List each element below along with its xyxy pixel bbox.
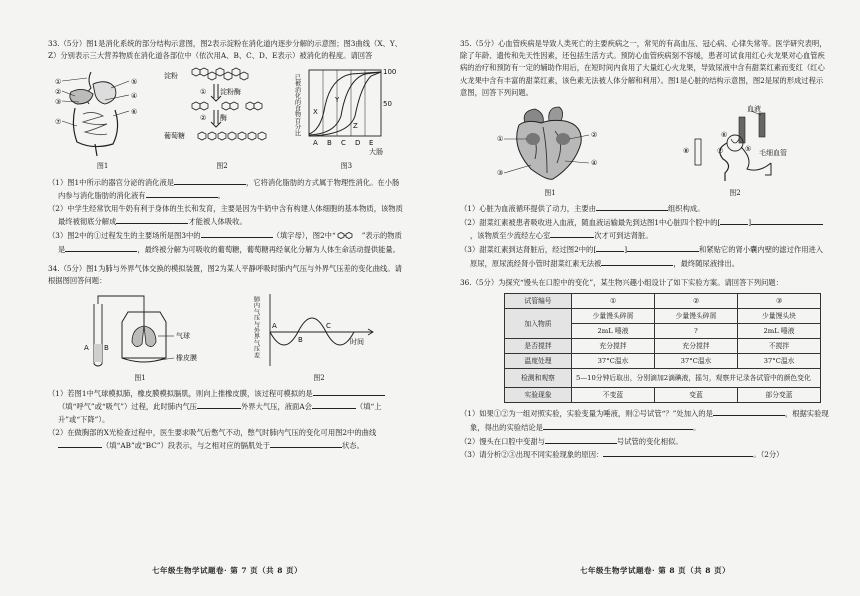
q35-sub2: （2）甜菜红素被患者吸收进入血液，随血液运输最先到达图1中心脏四个腔中的[ ]，该物质至少流经左心室 次才可到达肾脏。 [460, 216, 830, 243]
answer-blank[interactable] [65, 243, 137, 252]
q34-fig2 [254, 292, 384, 384]
fig2-point-a: A [272, 321, 277, 330]
table-cell: ③ [738, 294, 821, 309]
experiment-table [504, 293, 821, 403]
table-cell: 少量馒头碎屑 [572, 309, 655, 324]
table-cell: 不搅拌 [738, 339, 821, 354]
heart-label-3: ③ [497, 169, 504, 178]
answer-blank[interactable] [596, 202, 668, 211]
fig3-y50: 50 [383, 100, 393, 109]
question-33 [48, 38, 406, 256]
q33-sub3: （3）图2中的①过程发生的主要场所是图3中的 （填字母），图2中“ ”表示的物质是 ，最终被分解为可吸收的葡萄糖，葡萄糖再经氧化分解为人体生命活动提供能量。 [48, 230, 402, 254]
q35-fig1 [495, 103, 605, 199]
footer-left: 七年级生物学试题卷· 第 7 页（共 8 页） [152, 566, 303, 575]
table-row [505, 294, 821, 309]
urine-formation-diagram [675, 103, 795, 185]
q33-sub1: （1）图1中所示的器官分泌的消化液是 ，它将消化脂肪的方式属于物理性消化。在小肠内参与消化脂肪的消化液有 。 [48, 177, 400, 201]
table-cell: 实验现象 [505, 388, 572, 403]
q35-fig2-caption: 图2 [729, 189, 741, 198]
fig1-balloon-label: 气球 [176, 331, 190, 340]
table-cell: 少量馒头碎屑 [655, 309, 738, 324]
table-cell: 检测和观察 [505, 369, 572, 388]
answer-blank[interactable] [313, 387, 385, 396]
fig1-label-1: ① [54, 78, 61, 87]
q36-sub1: （1）如果①②为一组对照实验，实验变量为唾液，则②号试管“？”处加入的是 ，根据实验现象，得出的实验结论是 。 [460, 409, 829, 432]
answer-blank[interactable] [543, 421, 693, 430]
q34-fig1-caption: 图1 [134, 373, 146, 382]
fig1-label-a: A [84, 343, 89, 352]
answer-blank[interactable] [550, 229, 594, 238]
digestive-system-illustration [53, 66, 153, 158]
q33-fig1 [53, 66, 153, 172]
pressure-difference-curve [254, 292, 384, 370]
digestion-curve-graph [291, 66, 401, 158]
table-cell: 37°C温水 [572, 354, 655, 369]
table-cell: 37°C温水 [738, 354, 821, 369]
q33-fig2-caption: 图2 [216, 162, 228, 171]
table-row [505, 369, 821, 388]
lung-model-apparatus [70, 292, 210, 370]
fig2-xlabel: 时间 [350, 337, 364, 346]
q33-stem: 33.（5分）图1是消化系统的部分结构示意图，图2表示淀粉在消化道内逐步分解的示意图；图3曲线（X、Y、Z）分别表示三大营养物质在消化道各部位中（依次用A、B、C、D、E表示）被消化的程度。请回答 [48, 39, 402, 61]
q35-sub1: （1）心脏为血液循环提供了动力，主要由 组织构成。 [460, 204, 705, 214]
fig1-label-3: ③ [54, 98, 61, 107]
q36-sub3: （3）请分析②③出现不同实验现象的原因： 。（2分） [460, 450, 784, 460]
fig2-point-c: C [326, 321, 331, 330]
heart-label-2: ② [591, 131, 598, 140]
fig3-xtick-a: A [313, 139, 319, 148]
q33-fig3-caption: 图3 [340, 162, 353, 171]
fig3-xtick-b: B [327, 139, 333, 148]
heart-structure-illustration [495, 103, 605, 185]
answer-blank[interactable] [58, 439, 102, 448]
fig2-ylabel: 肺内气压与外界气压差 [252, 295, 260, 358]
page-8 [430, 0, 860, 596]
fig2-glucose-label: 葡萄糖 [163, 132, 185, 141]
answer-blank[interactable] [627, 243, 699, 252]
disaccharide-icon [336, 232, 362, 240]
answer-blank[interactable] [720, 216, 748, 225]
table-cell: 不变蓝 [572, 388, 655, 403]
answer-blank[interactable] [174, 176, 246, 185]
q35-sub3: （3）甜菜红素到达肾脏后，经过图2中的[ ] 和紧贴它的肾小囊内壁的滤过作用进入原尿，原尿流经肾小管时甜菜红素无法被 ，最终随尿液排出。 [460, 245, 824, 268]
q34-sub2: （2）在做胸部的X光检查过程中，医生要求吸气后憋气不动，憋气时肺内气压的变化可用图2中的曲线（填“AB”或“BC”）段表示，与之相对应的膈肌处于 状态。 [48, 427, 377, 451]
fig3-xtick-c: C [341, 139, 347, 148]
answer-blank[interactable] [751, 216, 823, 225]
fig2-point-b: B [298, 335, 303, 344]
q33-fig1-caption: 图1 [96, 162, 109, 171]
q34-fig1 [70, 292, 210, 384]
table-cell: 部分变蓝 [738, 388, 821, 403]
answer-blank[interactable] [201, 229, 273, 238]
table-cell: 2mL 唾液 [738, 324, 821, 339]
fig2-mark1: ① [199, 88, 207, 97]
question-36 [460, 277, 830, 462]
q33-sub2: （2）中学生经常饮用牛奶有利于身体的生长和发育，主要是因为牛奶中含有构建人体细胞的基本物质，该物质最终被彻底分解成 才能被人体吸收。 [48, 203, 403, 227]
fig3-curve-z: Z [353, 122, 359, 131]
table-row [505, 354, 821, 369]
table-row [505, 339, 821, 354]
answer-blank[interactable] [146, 189, 218, 198]
answer-blank[interactable] [270, 439, 342, 448]
answer-blank[interactable] [545, 435, 617, 444]
q36-sub2: （2）馒头在口腔中变甜与 号试管的变化相似。 [460, 436, 683, 446]
q35-fig2 [675, 103, 795, 199]
fig3-y100: 100 [383, 68, 397, 77]
fig2-blood-label: 血液 [747, 105, 761, 114]
q35-figures [460, 103, 830, 199]
heart-label-4: ④ [591, 159, 598, 168]
fig3-ylabel: 已被消化的食物百分比 [293, 74, 301, 137]
q36-stem: 36.（5分）为探究“馒头在口腔中的变化”，某生物兴趣小组设计了如下实验方案。请回答下列问题： [460, 278, 783, 288]
heart-label-1: ① [497, 135, 504, 144]
q33-fig2 [162, 66, 282, 172]
answer-blank[interactable] [312, 400, 356, 409]
fig3-xend: 大肠 [369, 148, 384, 157]
fig2-capillary-label: 毛细血管 [759, 149, 787, 158]
q35-fig1-caption: 图1 [544, 189, 556, 198]
footer-right: 七年级生物学试题卷· 第 8 页（共 8 页） [580, 566, 731, 575]
answer-blank[interactable] [713, 407, 785, 416]
table-cell: 5—10分钟后取出，分别滴加2滴碘液，摇匀，观察并记录各试管中的颜色变化 [572, 369, 821, 388]
q35-stem: 35.（5分）心血管疾病是导致人类死亡的主要疾病之一，常见的有高血压、冠心病、心律失常等。医学研究表明，除了年龄、遗传和先天性因素，还包括生活方式。预防心血管疾病刻不容缓，患者可试食用红心火龙果对心血管疾病的治疗和预防有一定的辅助作用后，在短时间内食用了大量红心火龙果，导致尿液中含有甜菜红素而变红（红心火龙果中含有丰富的甜菜红素，该色素无法被人体分解和利用）。图1是心脏的结构示意图，图2是尿的形成过程示意图，回答下列问题。 [460, 39, 827, 97]
fig3-xtick-e: E [369, 139, 374, 148]
fig1-label-7: ⑦ [54, 118, 61, 127]
kidney-label-7: ⑦ [717, 147, 724, 156]
answer-blank[interactable] [197, 400, 241, 409]
fig3-curve-x: X [313, 108, 319, 117]
table-cell: 充分搅拌 [572, 339, 655, 354]
table-cell: 37°C温水 [655, 354, 738, 369]
fig1-membrane-label: 橡皮膜 [176, 353, 197, 362]
fig3-xtick-d: D [355, 139, 361, 148]
kidney-label-6: ⑥ [721, 131, 728, 140]
q34-stem: 34.（5分）图1为肺与外界气体交换的模拟装置，图2为某人平静呼吸时肺内气压与外界气压差的变化曲线。请根据图回答问题： [48, 264, 402, 286]
q33-figures [48, 66, 406, 172]
table-cell: 变蓝 [655, 388, 738, 403]
q34-fig2-caption: 图2 [313, 373, 325, 382]
table-row [505, 388, 821, 403]
fig1-label-2: ② [54, 88, 61, 97]
kidney-label-8: ⑧ [683, 147, 690, 156]
fig1-label-5: ⑤ [130, 78, 137, 87]
table-cell: 温度处理 [505, 354, 572, 369]
table-cell: 2mL 唾液 [572, 324, 655, 339]
answer-blank[interactable] [116, 215, 188, 224]
kidney-label-5: ⑤ [745, 145, 752, 154]
q34-figures [48, 292, 406, 384]
answer-blank[interactable] [596, 243, 624, 252]
answer-blank[interactable] [601, 257, 673, 266]
fig2-mark2: ② [199, 114, 207, 123]
fig1-label-4: ④ [130, 92, 137, 101]
fig2-starch-label: 淀粉 [163, 72, 178, 81]
table-cell: 充分搅拌 [655, 339, 738, 354]
fig3-curve-y: Y [335, 96, 340, 105]
table-cell: 加入物质 [505, 309, 572, 339]
answer-blank[interactable] [603, 448, 753, 457]
starch-breakdown-diagram [162, 66, 282, 158]
question-34 [48, 263, 406, 453]
fig2-enzyme2-label: 酶 [219, 114, 227, 123]
fig1-label-b: B [104, 343, 109, 352]
table-cell: 是否搅拌 [505, 339, 572, 354]
table-cell: 少量馒头块 [738, 309, 821, 324]
table-cell: ② [655, 294, 738, 309]
table-cell: ① [572, 294, 655, 309]
question-35 [460, 38, 830, 270]
table-row [505, 309, 821, 324]
q34-sub1: （1）若图1中气球模拟肺，橡皮膜模拟膈肌，则向上推橡皮膜，该过程可模拟的是（填“呼气”或“吸气”）过程，此时肺内气压 外界大气压，液面A会 （填“上升”或“下降”）。 [48, 387, 406, 427]
fig2-enzyme1-label: 淀粉酶 [219, 88, 241, 97]
q33-fig3 [291, 66, 401, 172]
table-cell: 试管编号 [505, 294, 572, 309]
table-cell: ? [655, 324, 738, 339]
fig1-label-6: ⑥ [130, 108, 137, 117]
